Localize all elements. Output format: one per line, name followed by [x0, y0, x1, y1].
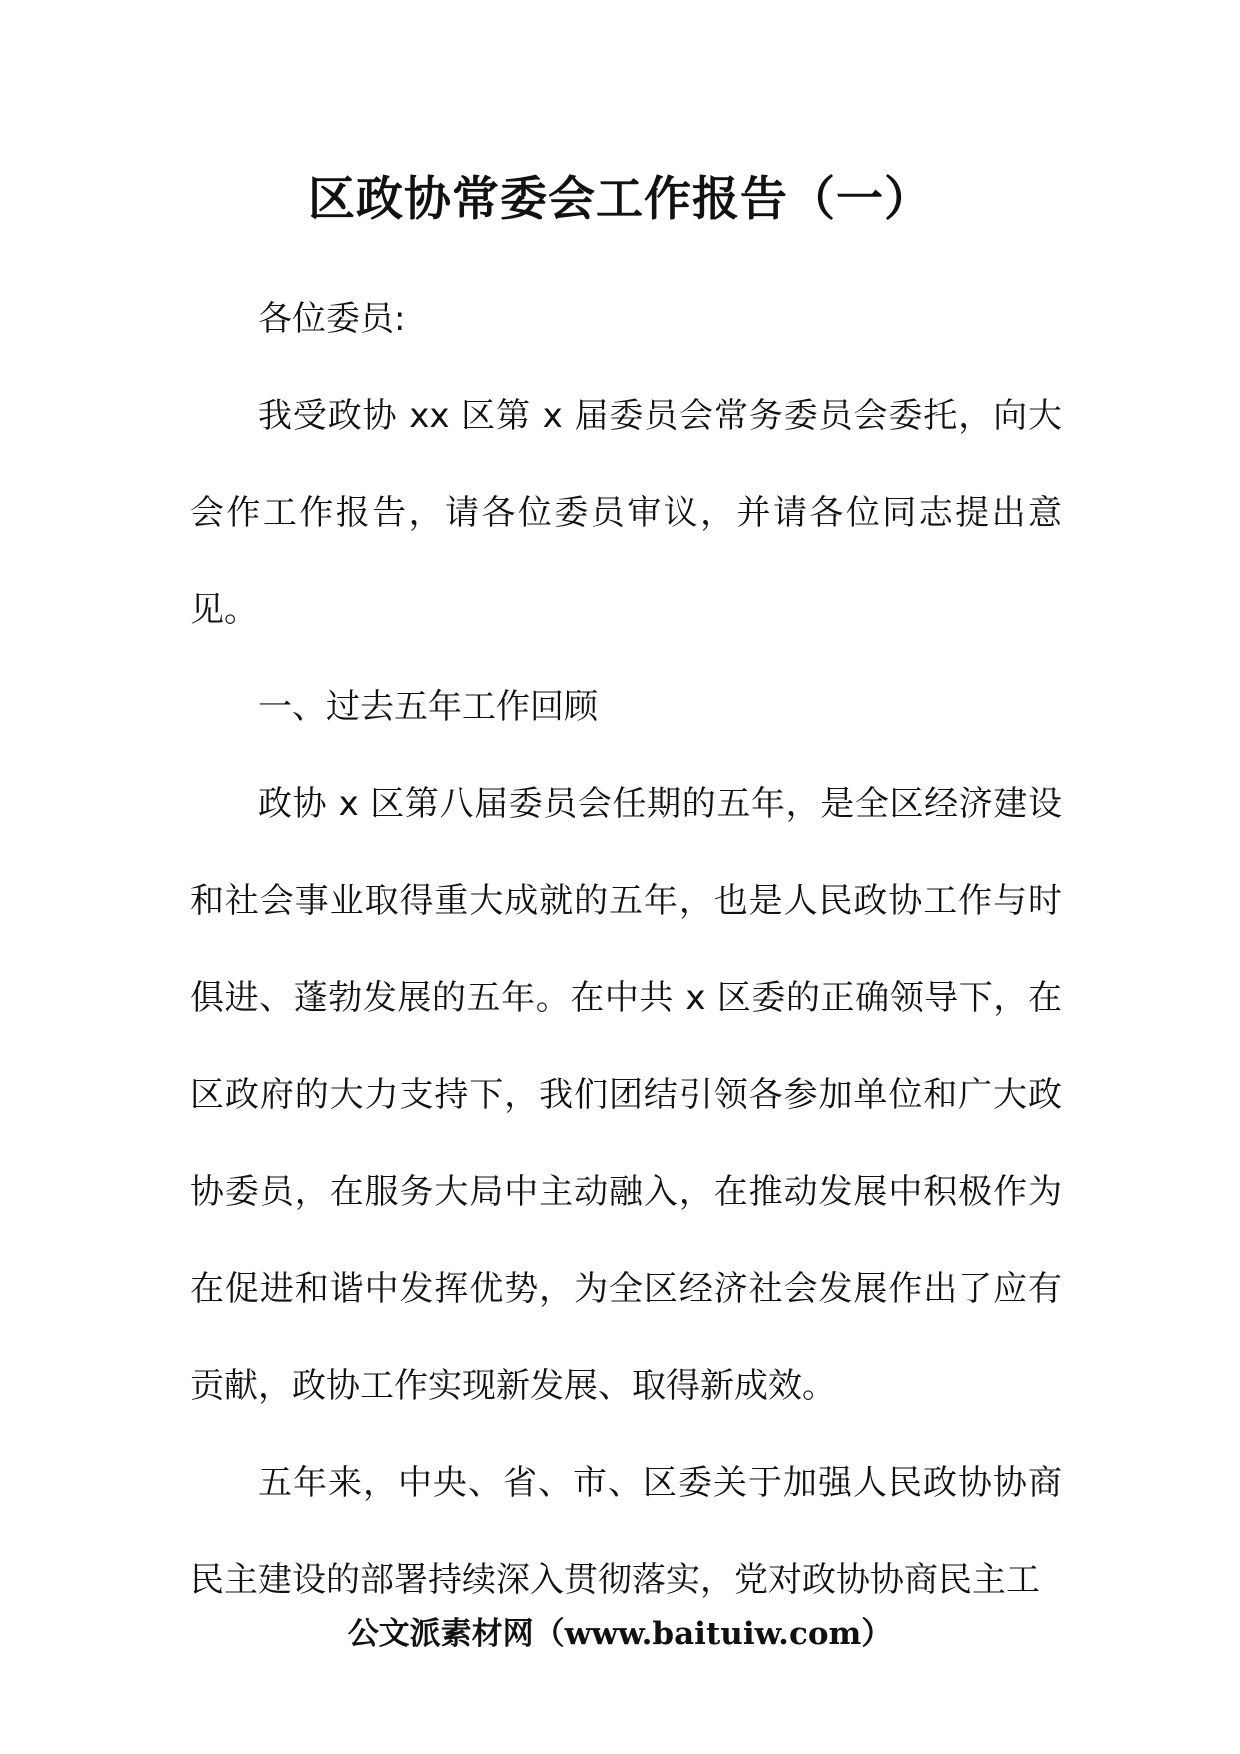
review-paragraph: 政协 x 区第八届委员会任期的五年，是全区经济建设和社会事业取得重大成就的五年，也是人民政协工作与时俱进、蓬勃发展的五年。在中共 x 区委的正确领导下，在区政府的大力支持下，我们团结引领各参加单位和广大政协委员，在服务大局中主动融入，在推动发展中积极作为在促进和谐中发挥优势，为全区经济社会发展作出了应有贡献，政协工作实现新发展、取得新成效。 — [190, 784, 1062, 1406]
section-heading: 一、过去五年工作回顾 — [258, 687, 598, 727]
five-years-paragraph: 五年来，中央、省、市、区委关于加强人民政协协商民主建设的部署持续深入贯彻落实，党对政协协商民主工 — [190, 1463, 1062, 1600]
document-title: 区政协常委会工作报告（一） — [308, 172, 932, 227]
intro-paragraph: 我受政协 xx 区第 x 届委员会常务委员会委托，向大会作工作报告，请各位委员审议，并请各位同志提出意见。 — [190, 396, 1062, 630]
footer-watermark: 公文派素材网（www.baituiw.com） — [347, 1616, 893, 1652]
salutation-paragraph: 各位委员: — [258, 299, 406, 339]
document-body — [190, 271, 1062, 1629]
